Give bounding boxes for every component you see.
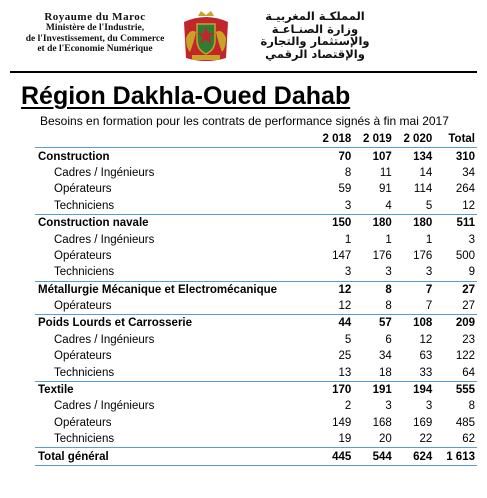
row-value: 445 — [311, 448, 351, 465]
table-row — [35, 264, 477, 281]
row-label: Opérateurs — [54, 416, 112, 429]
ar-line: والإقتصاد الرقمي — [265, 46, 365, 61]
row-value: 149 — [332, 416, 352, 429]
row-label: Métallurgie Mécanique et Electromécanique — [35, 281, 311, 298]
row-value: 18 — [378, 366, 392, 379]
row-value: 310 — [432, 148, 477, 165]
row-value: 14 — [419, 166, 433, 179]
table-row — [35, 431, 477, 448]
column-header: 2 020 — [392, 131, 432, 148]
row-value: 500 — [455, 249, 475, 262]
training-needs-table — [35, 131, 477, 466]
row-value: 11 — [379, 166, 392, 179]
row-value: 176 — [372, 249, 392, 262]
row-value: 5 — [344, 333, 352, 346]
ar-line: المملكـة المغربيـة — [265, 9, 365, 23]
ministry-name-arabic — [240, 10, 390, 60]
row-value: 7 — [425, 300, 433, 313]
row-value: 180 — [351, 214, 391, 231]
row-label: Cadres / Ingénieurs — [54, 400, 155, 413]
row-value: 122 — [455, 350, 475, 363]
total-row — [35, 448, 477, 465]
row-value: 63 — [419, 350, 433, 363]
row-value: 3 — [425, 400, 433, 413]
row-value: 8 — [385, 300, 392, 313]
ministry-header — [0, 0, 487, 68]
row-label: Opérateurs — [54, 249, 112, 262]
row-value: 5 — [425, 199, 433, 212]
row-value: 191 — [351, 381, 391, 398]
row-label: Techniciens — [54, 266, 115, 279]
row-value: 147 — [332, 249, 352, 262]
row-value: 170 — [311, 381, 351, 398]
row-value: 134 — [392, 148, 432, 165]
row-value: 4 — [385, 199, 392, 212]
row-label: Opérateurs — [54, 300, 112, 313]
row-value: 57 — [351, 315, 391, 332]
category-row — [35, 315, 477, 332]
fr-line: de l'Investissement, du Commerce — [25, 33, 165, 44]
category-row — [35, 148, 477, 165]
column-header: Total — [432, 131, 477, 148]
row-value: 114 — [413, 183, 433, 196]
row-value: 108 — [392, 315, 432, 332]
row-value: 27 — [462, 300, 475, 313]
row-value: 8 — [344, 166, 352, 179]
ar-line: وزارة الصنـاعـة — [271, 21, 359, 36]
category-row — [35, 281, 477, 298]
table-header-row — [35, 131, 477, 148]
row-value: 555 — [432, 381, 477, 398]
row-value: 12 — [338, 300, 352, 313]
table-row — [35, 165, 477, 181]
category-row — [35, 214, 477, 231]
row-value: 209 — [432, 315, 477, 332]
row-label: Opérateurs — [54, 183, 112, 196]
table-row — [35, 298, 477, 315]
row-value: 107 — [351, 148, 391, 165]
category-row — [35, 381, 477, 398]
row-value: 7 — [392, 281, 432, 298]
ministry-name-french — [20, 11, 170, 55]
row-value: 511 — [432, 214, 477, 231]
row-value: 9 — [468, 266, 475, 279]
row-value: 3 — [468, 233, 475, 246]
page-subtitle: Besoins en formation pour les contrats de performance signés à fin mai 2017 — [40, 114, 449, 128]
table-row — [35, 398, 477, 414]
page-title: Région Dakhla-Oued Dahab — [21, 82, 351, 110]
table-row — [35, 415, 477, 431]
row-label: Cadres / Ingénieurs — [54, 166, 155, 179]
row-label: Techniciens — [54, 366, 115, 379]
row-value: 194 — [392, 381, 432, 398]
row-label: Textile — [35, 381, 311, 398]
row-value: 3 — [385, 266, 392, 279]
row-value: 168 — [372, 416, 392, 429]
row-value: 150 — [311, 214, 351, 231]
table-row — [35, 364, 477, 381]
row-value: 3 — [344, 199, 352, 212]
row-value: 264 — [455, 183, 475, 196]
row-value: 13 — [338, 366, 352, 379]
row-value: 34 — [462, 166, 475, 179]
row-value: 8 — [351, 281, 391, 298]
table-row — [35, 181, 477, 197]
row-label: Cadres / Ingénieurs — [54, 333, 155, 346]
row-value: 27 — [432, 281, 477, 298]
row-value: 64 — [462, 366, 475, 379]
row-value: 59 — [338, 183, 352, 196]
row-value: 20 — [378, 433, 392, 446]
row-label: Techniciens — [54, 199, 115, 212]
row-value: 12 — [462, 199, 475, 212]
row-value: 624 — [392, 448, 432, 465]
table-body — [35, 148, 477, 465]
row-value: 70 — [311, 148, 351, 165]
row-value: 91 — [378, 183, 392, 196]
row-value: 3 — [425, 266, 433, 279]
row-value: 12 — [311, 281, 351, 298]
row-value: 19 — [338, 433, 352, 446]
column-header: 2 019 — [351, 131, 391, 148]
row-value: 12 — [419, 333, 433, 346]
row-label: Construction navale — [35, 214, 311, 231]
row-value: 1 — [385, 233, 392, 246]
header-divider — [10, 71, 477, 73]
row-value: 33 — [419, 366, 433, 379]
row-value: 485 — [455, 416, 475, 429]
row-label: Techniciens — [54, 433, 115, 446]
row-label: Opérateurs — [54, 350, 112, 363]
row-label: Poids Lourds et Carrosserie — [35, 315, 311, 332]
ar-line: والإستثمار والتجارة — [260, 34, 370, 48]
table-row — [35, 348, 477, 364]
row-value: 2 — [344, 400, 352, 413]
row-value: 544 — [351, 448, 391, 465]
row-value: 1 613 — [432, 448, 477, 465]
row-value: 3 — [385, 400, 392, 413]
table-row — [35, 248, 477, 264]
row-value: 23 — [462, 333, 475, 346]
row-value: 176 — [413, 249, 433, 262]
row-value: 3 — [344, 266, 352, 279]
column-header — [35, 131, 311, 148]
row-label: Total général — [35, 448, 311, 465]
fr-line: et de l'Economie Numérique — [37, 44, 153, 54]
table-row — [35, 198, 477, 215]
row-value: 6 — [385, 333, 392, 346]
column-header: 2 018 — [311, 131, 351, 148]
royal-coat-of-arms-icon — [178, 8, 234, 64]
row-label: Construction — [35, 148, 311, 165]
row-value: 169 — [413, 416, 433, 429]
row-value: 25 — [338, 350, 352, 363]
table-row — [35, 231, 477, 247]
row-value: 22 — [419, 433, 433, 446]
fr-line: Royaume du Maroc — [44, 11, 146, 23]
row-value: 44 — [311, 315, 351, 332]
fr-line: Ministère de l'Industrie, — [45, 23, 145, 33]
row-value: 34 — [378, 350, 392, 363]
row-value: 1 — [344, 233, 352, 246]
row-value: 8 — [468, 400, 475, 413]
row-value: 180 — [392, 214, 432, 231]
row-value: 1 — [425, 233, 433, 246]
row-label: Cadres / Ingénieurs — [54, 233, 155, 246]
row-value: 62 — [462, 433, 475, 446]
table-row — [35, 332, 477, 348]
